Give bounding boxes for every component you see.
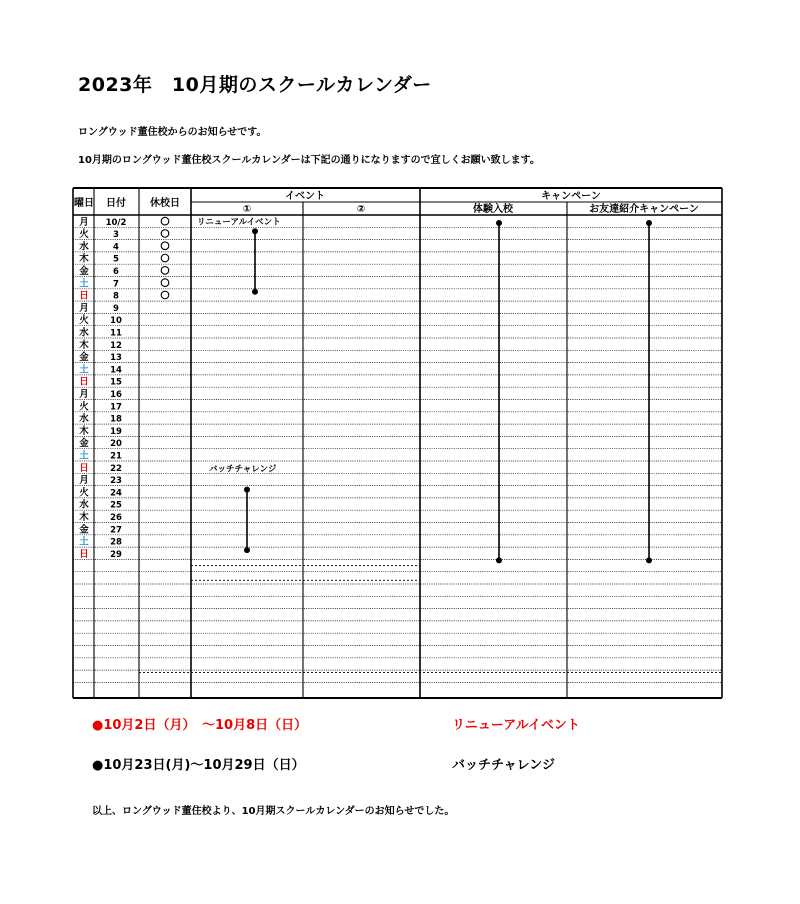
weekday-cell: 日: [79, 462, 89, 474]
date-cell: 13: [110, 353, 122, 364]
date-cell: 12: [110, 340, 122, 351]
weekday-cell: 日: [79, 376, 89, 388]
weekday-cell: 火: [79, 229, 89, 241]
header-campaign-2: お友達紹介キャンペーン: [589, 204, 699, 215]
date-cell: 9: [113, 303, 119, 314]
date-cell: 22: [110, 463, 122, 474]
note-event-2: バッチチャレンジ: [452, 758, 555, 773]
date-cell: 19: [110, 426, 122, 437]
page-title: 2023年 10月期のスクールカレンダー: [78, 74, 432, 96]
campaign-end-dot: [646, 557, 652, 563]
date-cell: 26: [110, 513, 122, 523]
closed-day-mark: [161, 291, 169, 299]
closed-day-mark: [161, 230, 169, 238]
weekday-cell: 金: [79, 266, 89, 277]
weekday-cell: 日: [79, 290, 89, 302]
event-start-dot: [252, 228, 258, 234]
date-cell: 3: [113, 230, 119, 241]
closed-day-mark: [161, 217, 169, 225]
weekday-cell: 金: [79, 352, 89, 364]
weekday-cell: 土: [79, 364, 89, 376]
weekday-cell: 土: [79, 278, 89, 290]
date-cell: 11: [110, 328, 122, 339]
date-cell: 18: [110, 414, 122, 425]
date-cell: 6: [113, 267, 119, 277]
date-cell: 8: [113, 291, 119, 302]
event-label: バッチチャレンジ: [209, 464, 277, 475]
weekday-cell: 木: [79, 253, 89, 265]
closed-day-mark: [161, 279, 169, 287]
date-cell: 28: [110, 537, 122, 548]
weekday-cell: 火: [79, 315, 89, 327]
weekday-cell: 水: [79, 499, 89, 511]
weekday-cell: 木: [79, 512, 89, 523]
header-event: イベント: [285, 191, 325, 202]
weekday-cell: 木: [79, 425, 89, 437]
intro-text-1: ロングウッド董住校からのお知らせです。: [78, 127, 267, 138]
weekday-cell: 金: [79, 524, 89, 536]
weekday-cell: 月: [79, 302, 89, 314]
footer-text: 以上、ロングウッド董住校より、10月期スクールカレンダーのお知らせでした。: [92, 806, 455, 817]
weekday-cell: 火: [79, 487, 89, 499]
note-event-1: リニューアルイベント: [452, 718, 580, 733]
campaign-start-dot: [646, 220, 652, 226]
header-campaign: キャンペーン: [541, 191, 601, 202]
date-cell: 10: [110, 316, 122, 327]
weekday-cell: 月: [79, 389, 89, 400]
event-end-dot: [252, 289, 258, 295]
date-cell: 21: [110, 451, 122, 462]
date-cell: 7: [113, 279, 119, 290]
date-cell: 4: [113, 242, 119, 253]
date-cell: 16: [110, 390, 122, 400]
header-event-2: ②: [356, 204, 366, 215]
weekday-cell: 水: [79, 241, 89, 253]
date-cell: 14: [110, 365, 122, 376]
weekday-cell: 金: [79, 438, 89, 450]
note-period-2: ●10月23日(月)～10月29日（日）: [92, 758, 305, 773]
intro-text-2: 10月期のロングウッド董住校スクールカレンダーは下記の通りになりますので宜しくお願い致します。: [78, 155, 540, 166]
event-end-dot: [244, 547, 250, 553]
header-campaign-1: 体験入校: [473, 204, 513, 215]
weekday-cell: 土: [79, 536, 89, 548]
weekday-cell: 水: [79, 413, 89, 425]
date-cell: 10/2: [105, 217, 127, 228]
event-label: リニューアルイベント: [197, 217, 281, 228]
header-weekday: 曜日: [74, 198, 94, 209]
date-cell: 24: [110, 488, 122, 499]
closed-day-mark: [161, 242, 169, 250]
weekday-cell: 月: [79, 475, 89, 487]
date-cell: 5: [113, 254, 119, 265]
weekday-cell: 土: [79, 450, 89, 462]
date-cell: 29: [110, 549, 122, 560]
closed-day-mark: [161, 254, 169, 262]
weekday-cell: 日: [79, 548, 89, 560]
date-cell: 17: [110, 402, 122, 413]
date-cell: 23: [110, 476, 122, 487]
date-cell: 20: [110, 439, 122, 450]
date-cell: 27: [110, 525, 122, 536]
header-event-1: ①: [242, 204, 252, 215]
header-date: 日付: [106, 198, 126, 209]
date-cell: 15: [110, 377, 122, 388]
closed-day-mark: [161, 267, 169, 275]
campaign-start-dot: [496, 220, 502, 226]
note-period-1: ●10月2日（月） ～10月8日（日）: [92, 718, 308, 733]
header-closed: 休校日: [150, 198, 180, 209]
date-cell: 25: [110, 500, 122, 511]
weekday-cell: 火: [79, 401, 89, 413]
weekday-cell: 月: [79, 216, 89, 228]
event-start-dot: [244, 487, 250, 493]
campaign-end-dot: [496, 557, 502, 563]
weekday-cell: 木: [79, 339, 89, 351]
weekday-cell: 水: [79, 327, 89, 339]
